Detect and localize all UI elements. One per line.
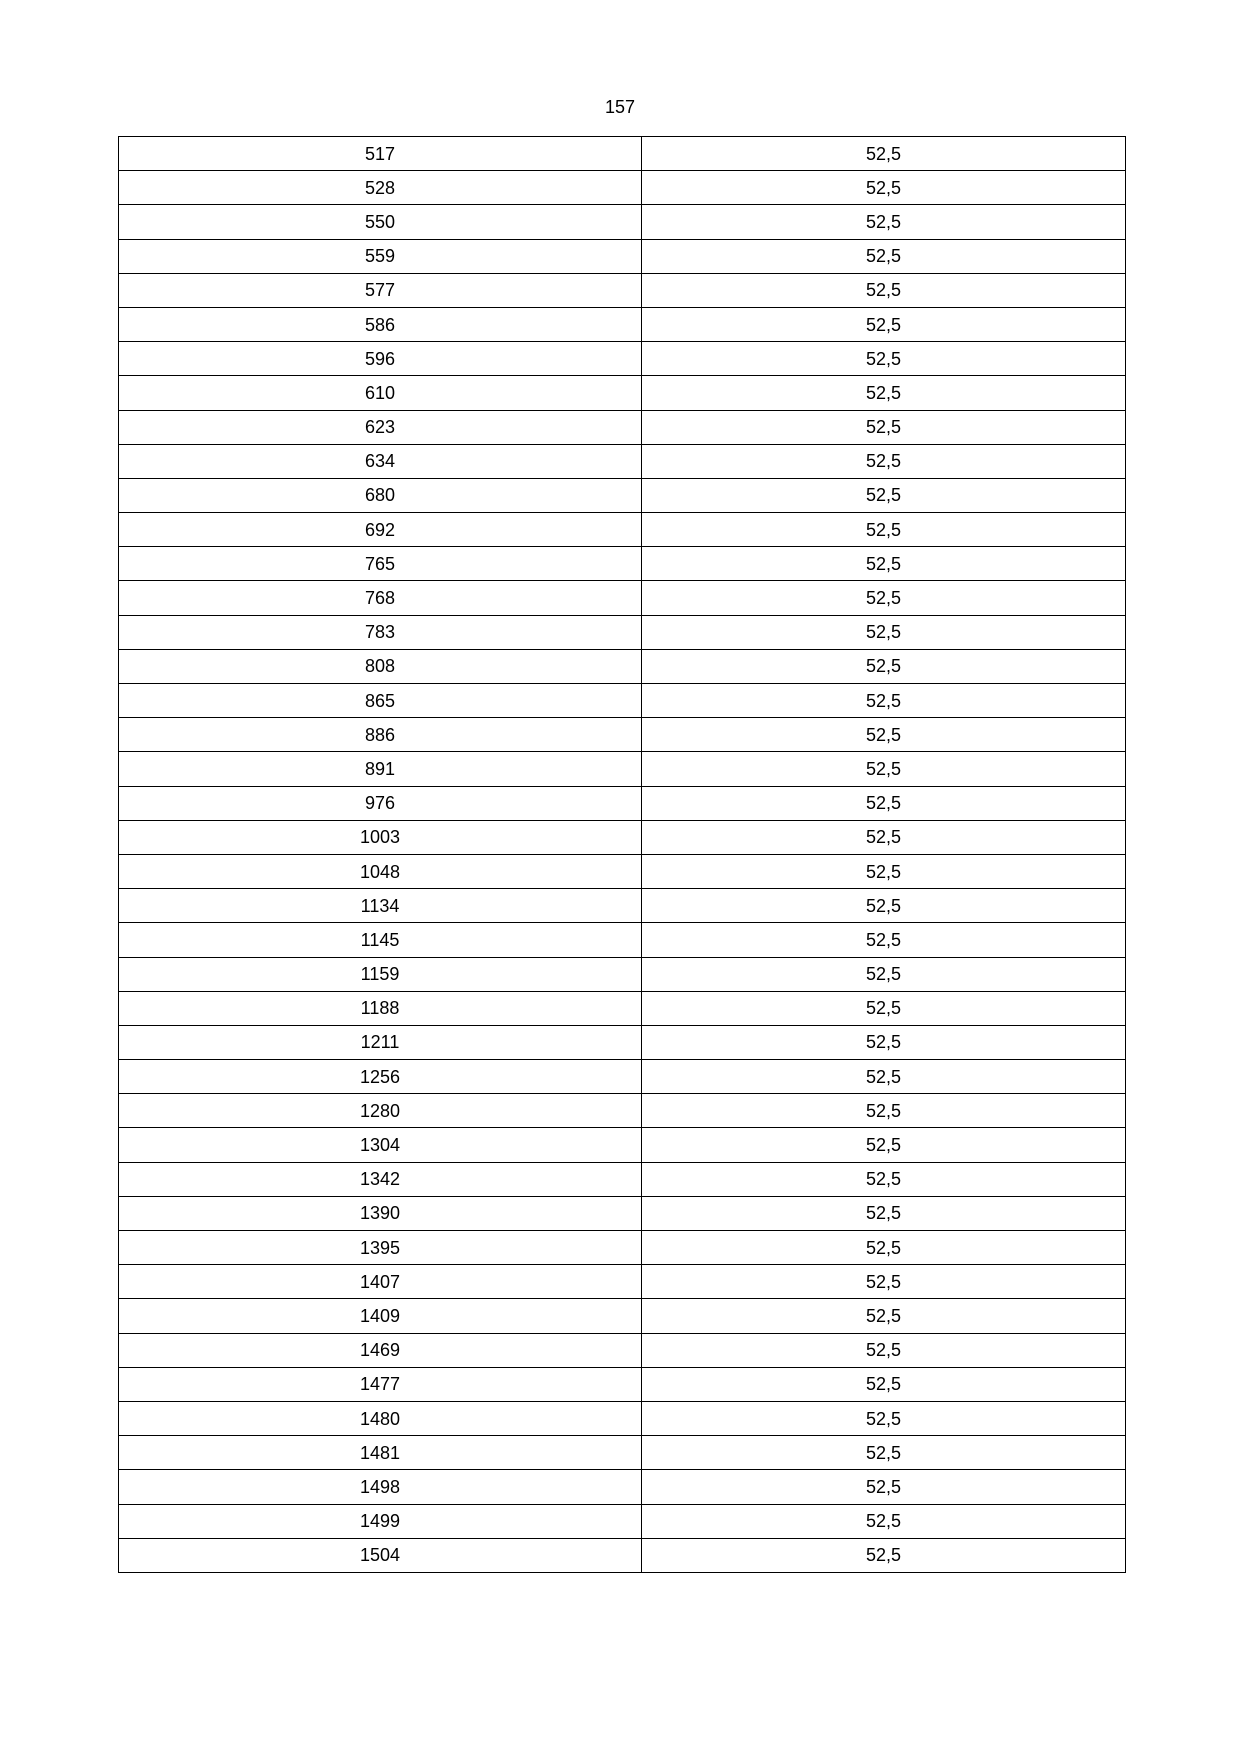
table-row [119,444,1126,478]
cell-value: 52,5 [642,307,1126,341]
cell-number: 577 [119,273,642,307]
cell-value: 52,5 [642,957,1126,991]
cell-number: 1469 [119,1333,642,1367]
cell-value: 52,5 [642,854,1126,888]
cell-value: 52,5 [642,649,1126,683]
table-row [119,889,1126,923]
cell-value: 52,5 [642,171,1126,205]
cell-value: 52,5 [642,1401,1126,1435]
table-row [119,786,1126,820]
cell-value: 52,5 [642,684,1126,718]
cell-number: 765 [119,547,642,581]
table-row [119,649,1126,683]
cell-number: 1504 [119,1538,642,1572]
cell-value: 52,5 [642,1196,1126,1230]
table-row [119,513,1126,547]
cell-number: 680 [119,478,642,512]
table-row [119,991,1126,1025]
cell-value: 52,5 [642,581,1126,615]
table-row [119,718,1126,752]
cell-number: 1134 [119,889,642,923]
cell-number: 768 [119,581,642,615]
table-row [119,1231,1126,1265]
table-row [119,1333,1126,1367]
table-row [119,1504,1126,1538]
cell-value: 52,5 [642,1128,1126,1162]
cell-value: 52,5 [642,1060,1126,1094]
table-row [119,1299,1126,1333]
table-row [119,752,1126,786]
table-row [119,1265,1126,1299]
cell-number: 692 [119,513,642,547]
cell-value: 52,5 [642,1231,1126,1265]
cell-number: 1342 [119,1162,642,1196]
cell-number: 586 [119,307,642,341]
table-row [119,478,1126,512]
cell-value: 52,5 [642,752,1126,786]
cell-number: 891 [119,752,642,786]
cell-value: 52,5 [642,547,1126,581]
cell-value: 52,5 [642,478,1126,512]
table-body [119,137,1126,1573]
cell-value: 52,5 [642,376,1126,410]
cell-value: 52,5 [642,820,1126,854]
table-row [119,376,1126,410]
table-row [119,1367,1126,1401]
cell-value: 52,5 [642,1025,1126,1059]
cell-number: 596 [119,342,642,376]
data-table [118,136,1126,1573]
cell-value: 52,5 [642,1538,1126,1572]
table-row [119,1162,1126,1196]
cell-value: 52,5 [642,615,1126,649]
cell-number: 1499 [119,1504,642,1538]
cell-number: 1480 [119,1401,642,1435]
cell-value: 52,5 [642,1265,1126,1299]
cell-number: 1477 [119,1367,642,1401]
cell-number: 886 [119,718,642,752]
cell-value: 52,5 [642,1162,1126,1196]
cell-number: 865 [119,684,642,718]
table-row [119,273,1126,307]
cell-number: 1048 [119,854,642,888]
table-row [119,171,1126,205]
cell-number: 1481 [119,1436,642,1470]
table-row [119,1025,1126,1059]
cell-number: 528 [119,171,642,205]
cell-value: 52,5 [642,444,1126,478]
cell-value: 52,5 [642,1299,1126,1333]
cell-value: 52,5 [642,1436,1126,1470]
cell-value: 52,5 [642,923,1126,957]
cell-number: 517 [119,137,642,171]
table-row [119,1128,1126,1162]
cell-number: 623 [119,410,642,444]
cell-value: 52,5 [642,239,1126,273]
cell-number: 559 [119,239,642,273]
table-row [119,615,1126,649]
table-row [119,1094,1126,1128]
table-row [119,820,1126,854]
cell-number: 1395 [119,1231,642,1265]
cell-number: 1407 [119,1265,642,1299]
cell-number: 634 [119,444,642,478]
table-row [119,1196,1126,1230]
cell-number: 1256 [119,1060,642,1094]
cell-value: 52,5 [642,1333,1126,1367]
cell-value: 52,5 [642,205,1126,239]
cell-value: 52,5 [642,513,1126,547]
cell-number: 1211 [119,1025,642,1059]
table-row [119,1470,1126,1504]
cell-number: 1145 [119,923,642,957]
cell-number: 976 [119,786,642,820]
cell-value: 52,5 [642,1470,1126,1504]
table-row [119,957,1126,991]
table-row [119,1436,1126,1470]
cell-value: 52,5 [642,991,1126,1025]
page-number: 157 [604,97,636,117]
cell-number: 1159 [119,957,642,991]
cell-value: 52,5 [642,410,1126,444]
cell-number: 1003 [119,820,642,854]
cell-number: 1188 [119,991,642,1025]
table-row [119,205,1126,239]
cell-value: 52,5 [642,273,1126,307]
cell-number: 1280 [119,1094,642,1128]
cell-number: 808 [119,649,642,683]
cell-value: 52,5 [642,1367,1126,1401]
table-row [119,137,1126,171]
table-row [119,1401,1126,1435]
cell-number: 550 [119,205,642,239]
table-row [119,1538,1126,1572]
table-row [119,239,1126,273]
table-row [119,923,1126,957]
cell-number: 1390 [119,1196,642,1230]
cell-value: 52,5 [642,889,1126,923]
cell-number: 1409 [119,1299,642,1333]
cell-number: 610 [119,376,642,410]
table-row [119,342,1126,376]
table-row [119,1060,1126,1094]
cell-number: 1304 [119,1128,642,1162]
table-row [119,581,1126,615]
cell-value: 52,5 [642,137,1126,171]
cell-value: 52,5 [642,786,1126,820]
cell-number: 1498 [119,1470,642,1504]
cell-value: 52,5 [642,1504,1126,1538]
table-row [119,854,1126,888]
table-row [119,410,1126,444]
cell-value: 52,5 [642,1094,1126,1128]
cell-value: 52,5 [642,342,1126,376]
table-row [119,547,1126,581]
cell-number: 783 [119,615,642,649]
cell-value: 52,5 [642,718,1126,752]
table-row [119,307,1126,341]
table-row [119,684,1126,718]
